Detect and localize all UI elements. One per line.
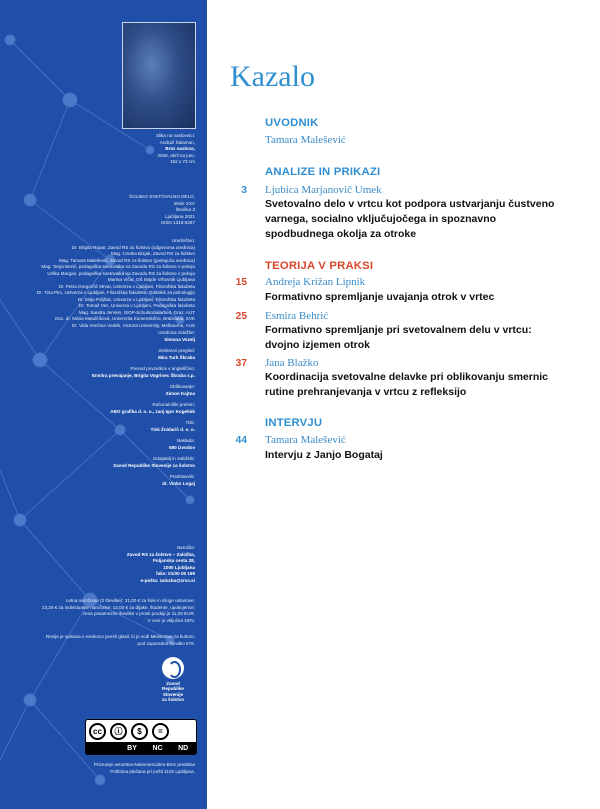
page-number: 44 <box>235 435 247 446</box>
entry-author[interactable]: Ljubica Marjanovič Umek <box>265 184 382 196</box>
entry-title[interactable]: Formativno spremljanje uvajanja otrok v vrtec <box>265 291 495 303</box>
page-title: Kazalo <box>230 60 315 93</box>
entry-author[interactable]: Esmira Behrić <box>265 310 329 322</box>
orders-info: Naročila: Zavod RS za šolstvo – Založba, Poljanska cesta 28, 1000 Ljubljana faks: 01/30 05 199 e-pošta: zalozba@zrss.si <box>126 545 195 583</box>
entry-author[interactable]: Andreja Križan Lipnik <box>265 276 366 288</box>
page-number: 15 <box>235 277 247 288</box>
noderivatives-icon: = <box>152 723 169 740</box>
section-heading: INTERVJU <box>265 417 323 429</box>
register-info: Revija je vpisana v evidenco javnih glasil, ki jo vodi Ministrstvo za kulturo, pod zaporedno številko 576. <box>45 634 195 646</box>
noncommercial-icon: $ <box>131 723 148 740</box>
page-number: 25 <box>235 311 247 322</box>
entry-title[interactable]: Formativno spremljanje pri svetovalnem delu v vrtcu: dvojno izjemen otrok <box>265 324 532 351</box>
entry-author[interactable]: Tamara Malešević <box>265 134 346 146</box>
section-heading: UVODNIK <box>265 117 319 129</box>
entry-author[interactable]: Tamara Malešević <box>265 434 346 446</box>
production-credits: Urednica založbe: Simona Vozelj Jezikovni pregled: Mira Turk Škraba Prevod povzetkov v angleščino: Ensitra prevajanje, Brigita Vogrinec Škraba s.p. Oblikovanje: Simon Kajtna Računalniški prelom: ABO grafika d. o. o., zanj Igor Kogelnik Tisk: Tisk Žnidarič d. o. o. Naklada: 580 izvodov Izdajatelj in založnik: Zavod Republike Slovenije za šolstvo Predstavnik: dr. Vinko Logaj <box>91 330 195 486</box>
entry-title[interactable]: Intervju z Janjo Bogataj <box>265 449 383 461</box>
sidebar <box>0 0 207 809</box>
creative-commons-badge: cc ⓘ $ = BY NC ND <box>85 719 197 755</box>
section-heading: ANALIZE IN PRIKAZI <box>265 166 381 178</box>
editorial-board: Uredništvo: Dr. Brigita Rupar, Zavod RS za šolstvo (odgovorna urednica) Mag. Cvetka Bizjak, Zavod RS za šolstvo Mag. Tamara Malešević, Zavod RS za šolstvo (gostujoča urednica) Mag. Tanja Bezić, pedagoška svetovalka na Zavodu RS za šolstvo v pokoju Urška Margan, pedagoška svetovalka na Zavodu RS za šolstvo v pokoju Marina Vičar, OŠ Majde Vrhovnik Ljubljana Dr. Petra Gregorčič Mrvar, Univerza v Ljubljani, Filozofska fakulteta Dr. Tina Pirc, Univerza v Ljubljani, Filozofska fakulteta, Oddelek za psihologijo Dr. Mitja Poljšak, Univerza v Ljubljani, Filozofska fakulteta Dr. Tomaž Vec, Univerza v Ljubljani, Pedagoška fakulteta Mag. Sandra Jensen, ISOP-Schulsozialarbeit, Graz, AUT Doc. dr. Mária Matulčíková, Univerzita Komenského, Bratislava, SVK Dr. Vida Vončina Vodeb, Victoria University, Melbourne, AUS <box>36 238 195 328</box>
attribution-icon: ⓘ <box>110 723 127 740</box>
cover-caption: Slika na naslovnici: Andraž Šalamun, Brez naslova, 2006, akril na juto, 152 x 73 cm <box>155 133 195 164</box>
section-heading: TEORIJA V PRAKSI <box>265 260 374 272</box>
entry-title[interactable]: Svetovalno delo v vrtcu kot podpora ustvarjanju čustveno varnega, socialno vključujočega in spoznavno spodbudnega okolja za otroke <box>265 198 555 240</box>
journal-info: ŠOLSKO SVETOVALNO DELO, letnik XXV številka 3 Ljubljana 2021 ISSN 1318-8267 <box>129 194 195 225</box>
page-number: 3 <box>241 185 247 196</box>
cover-image <box>122 22 196 129</box>
entry-author[interactable]: Jana Blažko <box>265 357 319 369</box>
table-of-contents <box>207 0 600 809</box>
zrss-logo-icon <box>162 657 184 679</box>
zrss-logo: Zavod Republike Slovenije za šolstvo <box>153 657 193 703</box>
license-info: Priznanje avtorstva-Nekomercialno-Brez predelav Poštnina plačana pri pošti 1102 Ljubljana. <box>93 762 195 774</box>
cc-icon: cc <box>89 723 106 740</box>
price-info: Letna naročnina (3 številke): 31,00 € za šole in druge ustanove; 23,25 € za individualne naročnike; 12,00 € za dijake, študente, upokojence; cena posamezne številke v prosti prodaji je 11,00 EUR. V ceni je vključen DDV. <box>42 598 195 623</box>
entry-title[interactable]: Koordinacija svetovalne delavke pri oblikovanju smernic rutine prehranjevanja v vrtcu z refleksijo <box>265 371 549 398</box>
page-number: 37 <box>235 358 247 369</box>
